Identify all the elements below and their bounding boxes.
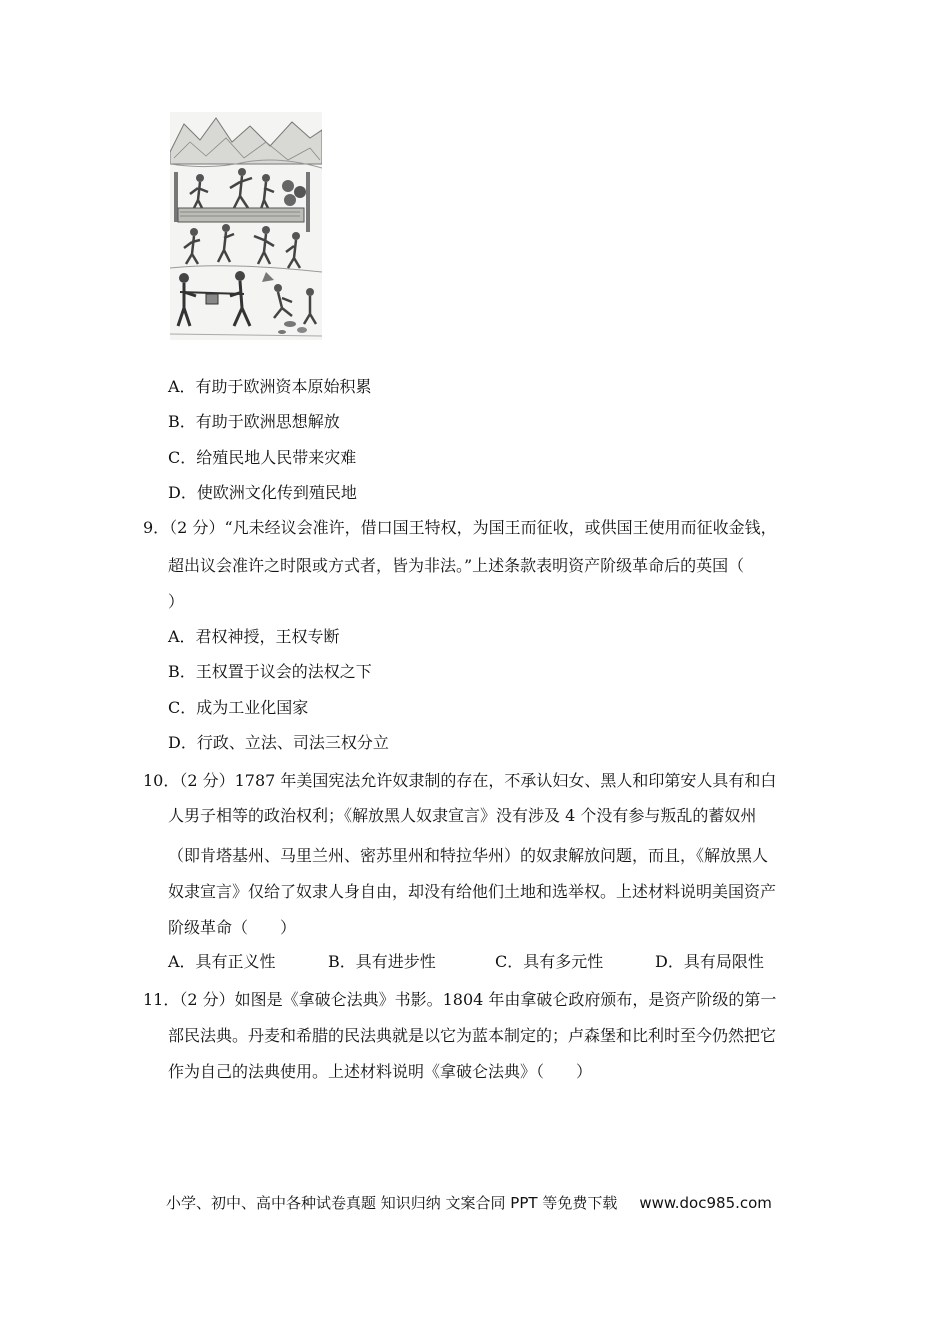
footer-text: 小学、初中、高中各种试卷真题 知识归纳 文案合同 PPT 等免费下载: [166, 1194, 618, 1212]
q9-option-b: B．王权置于议会的法权之下: [168, 662, 372, 681]
q8-option-c: C．给殖民地人民带来灾难: [168, 448, 357, 467]
q8-option-a: A．有助于欧洲资本原始积累: [168, 377, 372, 396]
page-footer: [166, 1192, 772, 1213]
mining-illustration: [170, 112, 322, 340]
footer-url[interactable]: www.doc985.com: [639, 1194, 772, 1212]
q9-option-a: A．君权神授，王权专断: [168, 627, 340, 646]
q10-stem-line3: （即肯塔基州、马里兰州、密苏里州和特拉华州）的奴隶解放问题，而且，《解放黑人: [168, 846, 769, 865]
q10-stem-line1: 10．（2 分）1787 年美国宪法允许奴隶制的存在，不承认妇女、黑人和印第安人具有和白: [143, 771, 777, 790]
q10-option-d: D．具有局限性: [655, 952, 764, 971]
q11-stem-line2: 部民法典。丹麦和希腊的民法典就是以它为蓝本制定的；卢森堡和比利时至今仍然把它: [168, 1026, 777, 1045]
q10-stem-line4: 奴隶宣言》仅给了奴隶人身自由，却没有给他们土地和选举权。上述材料说明美国资产: [168, 882, 777, 901]
q10-option-c: C．具有多元性: [495, 952, 604, 971]
q10-option-b: B．具有进步性: [328, 952, 436, 971]
q11-stem-line1: 11．（2 分）如图是《拿破仑法典》书影。1804 年由拿破仑政府颁布，是资产阶级的第一: [143, 990, 777, 1009]
q8-option-d: D．使欧洲文化传到殖民地: [168, 483, 357, 502]
q9-stem-line1: 9．（2 分）“凡未经议会准许，借口国王特权，为国王而征收，或供国王使用而征收金钱，: [143, 518, 777, 537]
q9-option-c: C．成为工业化国家: [168, 698, 309, 717]
q9-stem-line2: 超出议会准许之时限或方式者，皆为非法。”上述条款表明资产阶级革命后的英国（: [168, 556, 745, 575]
q10-stem-line5: 阶级革命（ ）: [168, 918, 297, 937]
q9-option-d: D．行政、立法、司法三权分立: [168, 733, 389, 752]
q9-stem-line3: ）: [168, 592, 185, 611]
q10-option-a: A．具有正义性: [168, 952, 276, 971]
q10-stem-line2: 人男子相等的政治权利；《解放黑人奴隶宣言》没有涉及 4 个没有参与叛乱的蓄奴州: [168, 806, 757, 825]
q8-option-b: B．有助于欧洲思想解放: [168, 412, 340, 431]
q11-stem-line3: 作为自己的法典使用。上述材料说明《拿破仑法典》（ ）: [168, 1062, 593, 1081]
